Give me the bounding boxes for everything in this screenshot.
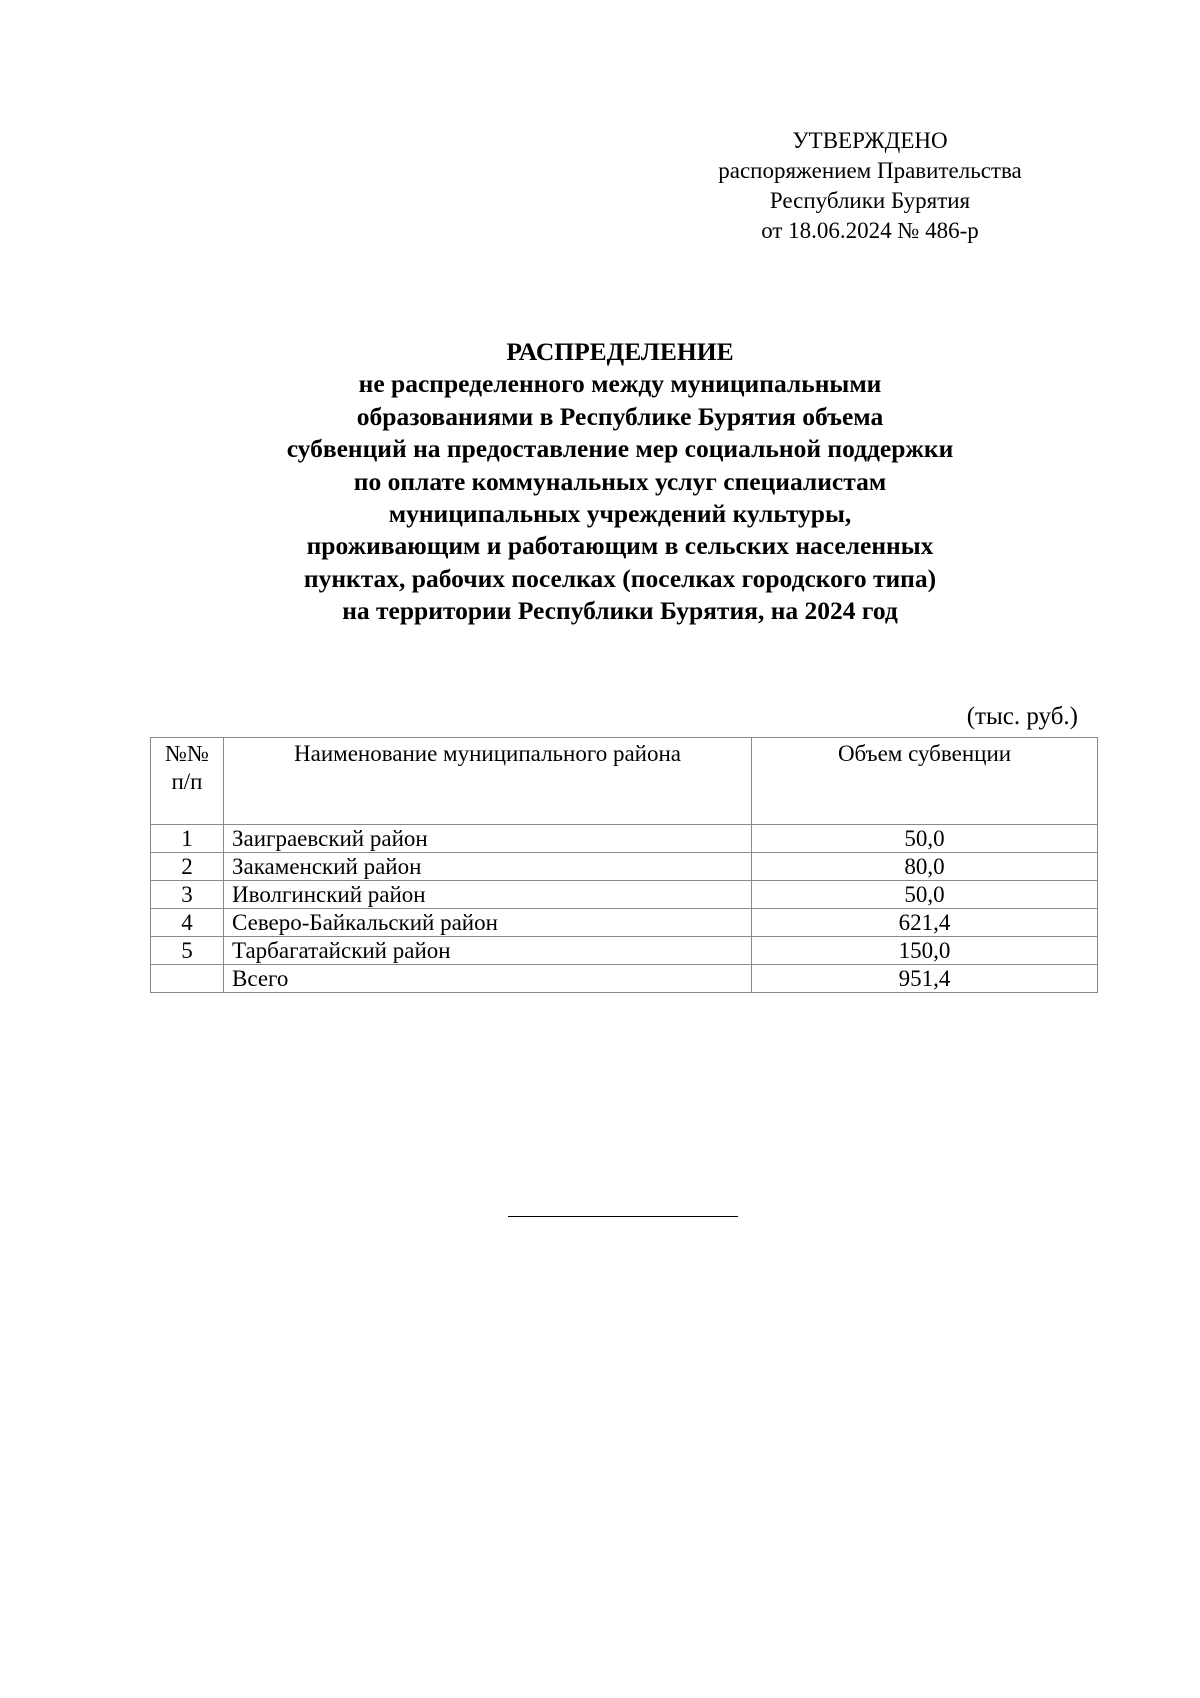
table-header-row xyxy=(151,738,1098,825)
subvention-value: 621,4 xyxy=(752,909,1098,937)
document-title xyxy=(130,336,1110,628)
table-row xyxy=(151,909,1098,937)
header-number-line2: п/п xyxy=(171,769,203,794)
total-value: 951,4 xyxy=(752,965,1098,993)
title-line: по оплате коммунальных услуг специалистам xyxy=(353,466,887,496)
title-line: проживающим и работающим в сельских населенных xyxy=(306,531,934,561)
distribution-table xyxy=(150,737,1098,993)
header-number-line1: №№ xyxy=(165,741,209,766)
approval-line: Республики Бурятия xyxy=(769,188,971,213)
table-row xyxy=(151,825,1098,853)
header-district-name: Наименование муниципального района xyxy=(224,738,752,825)
table-row xyxy=(151,881,1098,909)
district-name: Закаменский район xyxy=(224,853,752,881)
title-line: пунктах, рабочих поселках (поселках городского типа) xyxy=(303,563,937,593)
header-number xyxy=(151,738,224,825)
title-line: не распределенного между муниципальными xyxy=(358,369,882,399)
header-subvention-volume: Объем субвенции xyxy=(752,738,1098,825)
row-number: 3 xyxy=(151,881,224,909)
closing-divider-line xyxy=(508,1216,738,1217)
approval-stamp xyxy=(700,126,1040,246)
table-row xyxy=(151,853,1098,881)
title-line: муниципальных учреждений культуры, xyxy=(388,499,852,529)
title-line: образованиями в Республике Бурятия объема xyxy=(356,401,884,431)
district-name: Северо-Байкальский район xyxy=(224,909,752,937)
approval-date-number: от 18.06.2024 № 486-р xyxy=(761,218,979,243)
row-number: 2 xyxy=(151,853,224,881)
table-total-row xyxy=(151,965,1098,993)
subvention-value: 150,0 xyxy=(752,937,1098,965)
total-row-number xyxy=(151,965,224,993)
approval-line: распоряжением Правительства xyxy=(718,158,1022,183)
units-label: (тыс. руб.) xyxy=(966,703,1078,730)
district-name: Иволгинский район xyxy=(224,881,752,909)
district-name: Заиграевский район xyxy=(224,825,752,853)
district-name: Тарбагатайский район xyxy=(224,937,752,965)
title-line: на территории Республики Бурятия, на 2024 год xyxy=(342,596,898,626)
table-row xyxy=(151,937,1098,965)
row-number: 5 xyxy=(151,937,224,965)
approval-heading: УТВЕРЖДЕНО xyxy=(792,128,948,153)
row-number: 4 xyxy=(151,909,224,937)
total-label: Всего xyxy=(224,965,752,993)
row-number: 1 xyxy=(151,825,224,853)
subvention-value: 50,0 xyxy=(752,881,1098,909)
title-line: субвенций на предоставление мер социальной поддержки xyxy=(286,434,954,464)
title-heading: РАСПРЕДЕЛЕНИЕ xyxy=(506,337,734,366)
subvention-value: 80,0 xyxy=(752,853,1098,881)
subvention-value: 50,0 xyxy=(752,825,1098,853)
